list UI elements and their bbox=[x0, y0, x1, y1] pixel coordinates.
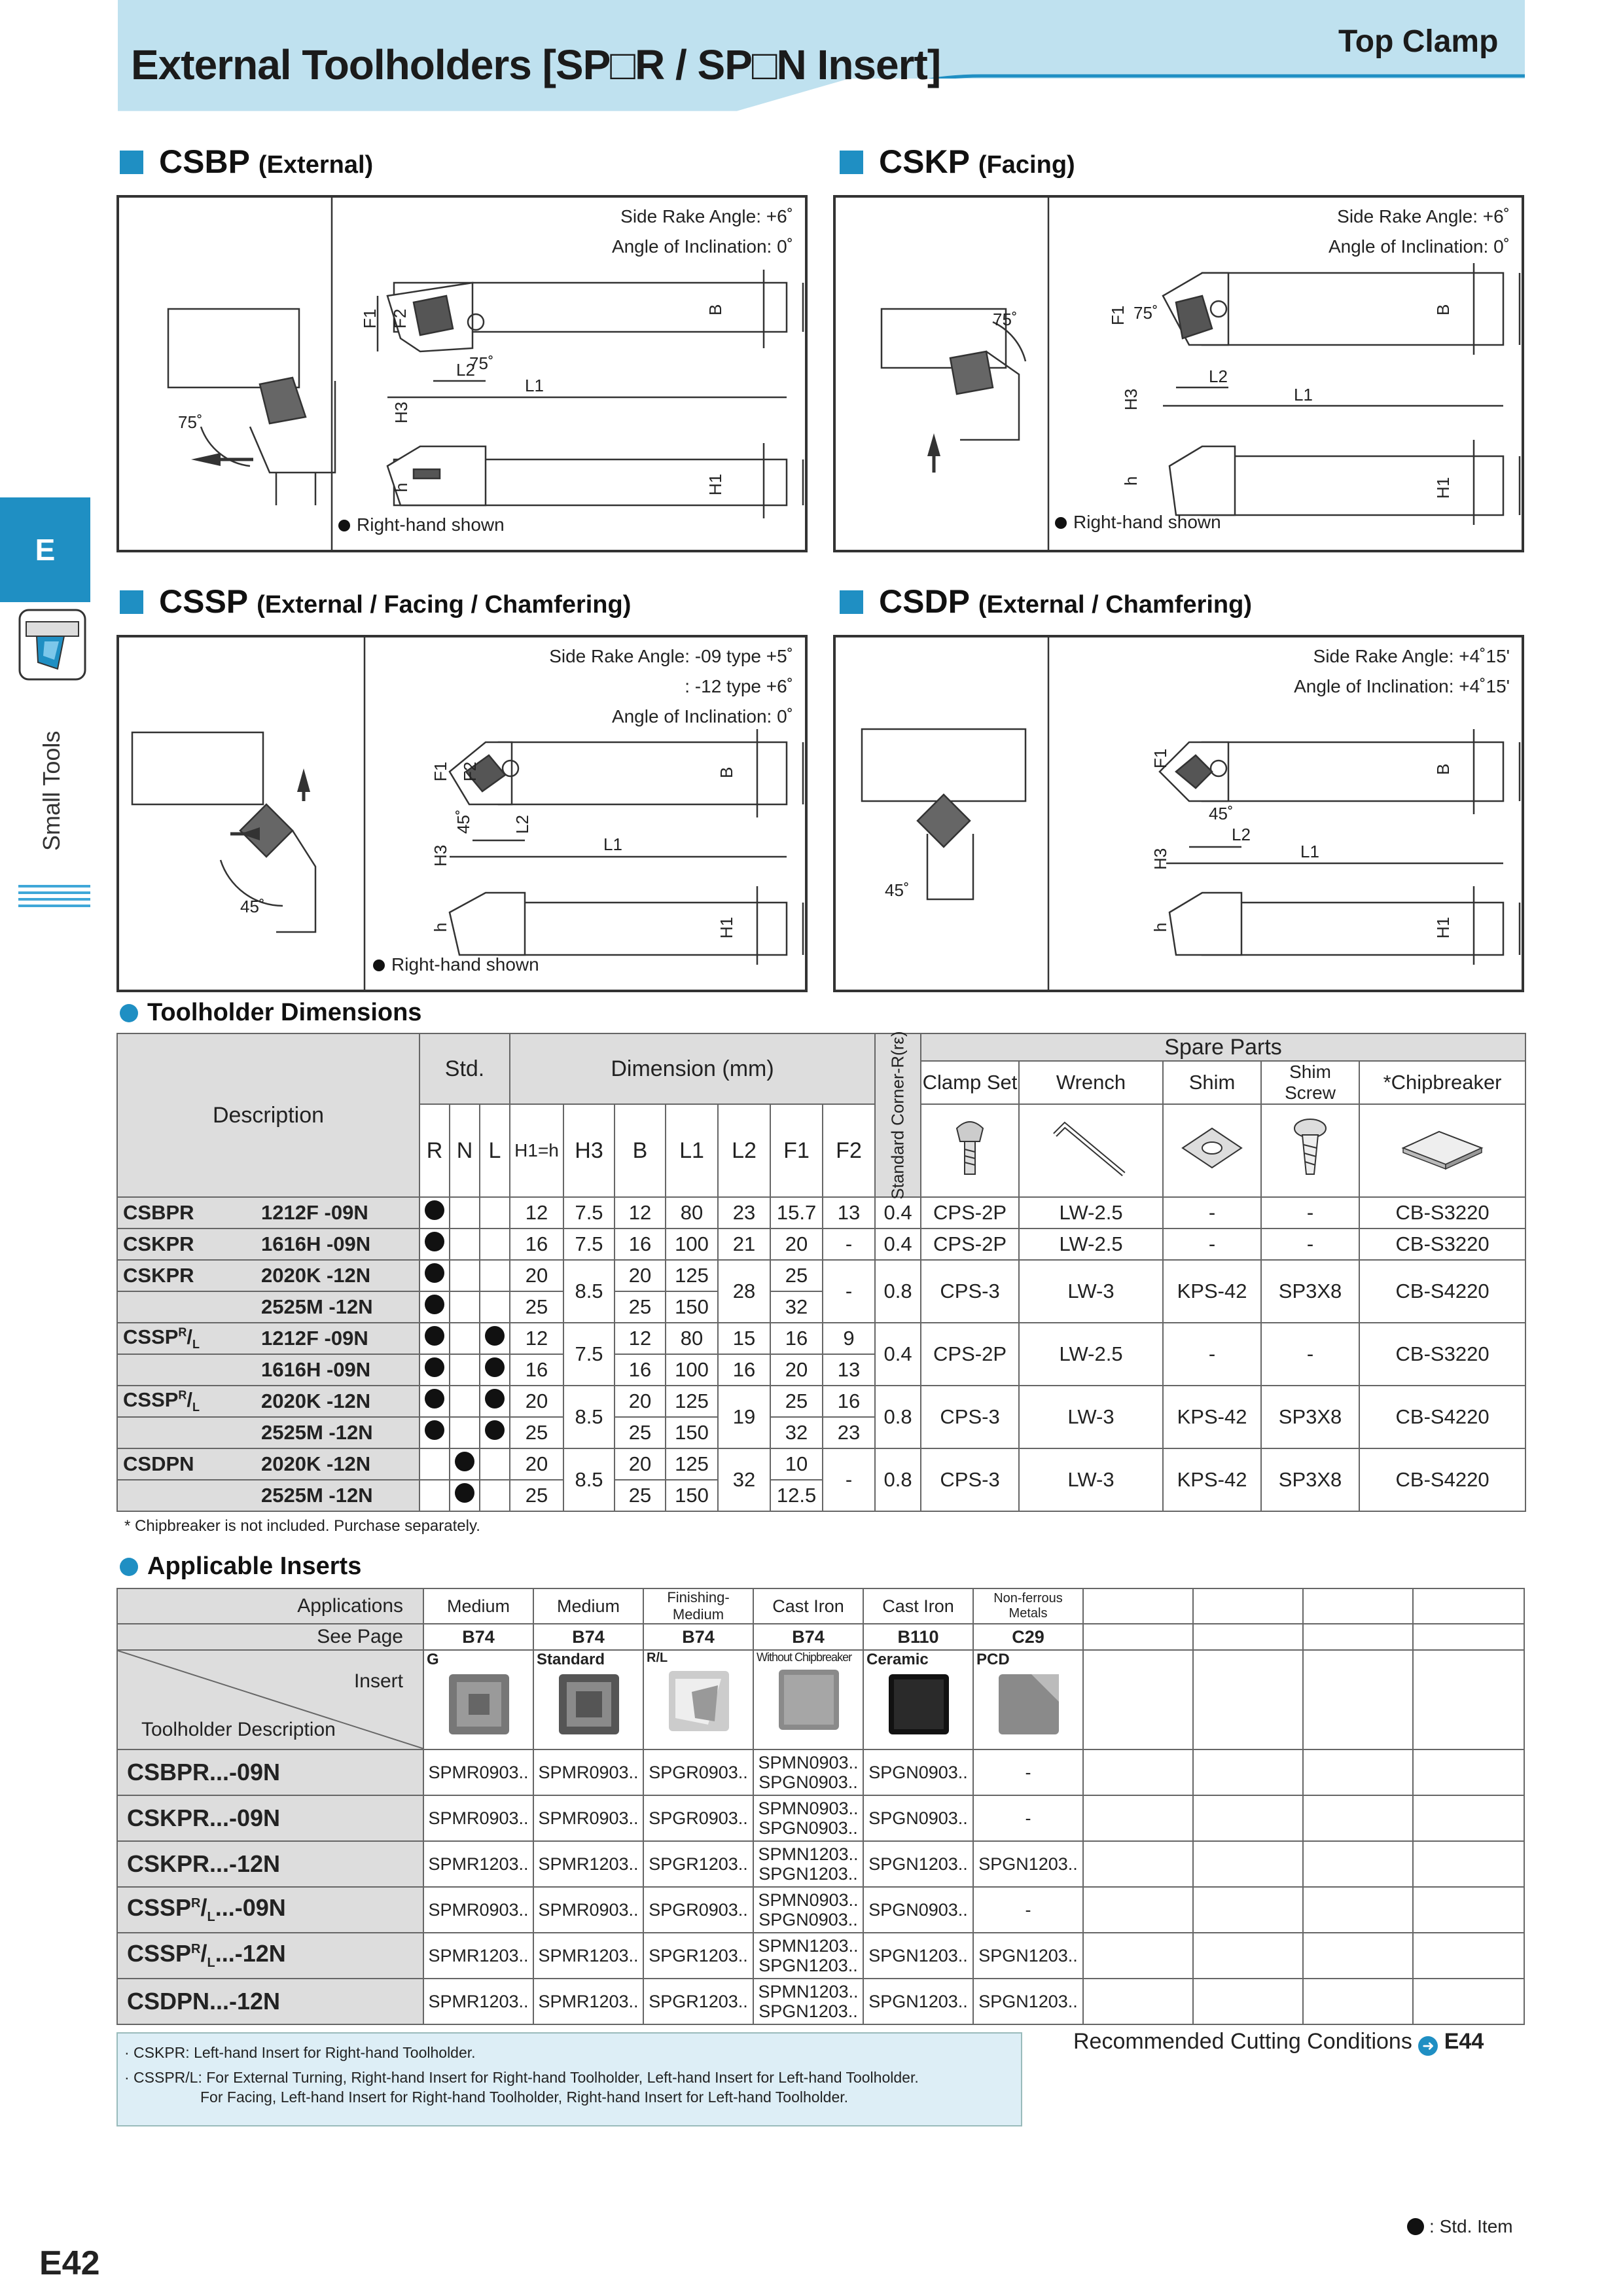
svg-text:H3: H3 bbox=[1150, 848, 1170, 870]
svg-text:L2: L2 bbox=[1232, 825, 1251, 844]
svg-text:45˚: 45˚ bbox=[454, 809, 473, 834]
svg-text:75˚: 75˚ bbox=[1133, 303, 1158, 323]
dimensions-table bbox=[116, 1033, 1526, 1512]
svg-text:B: B bbox=[1433, 763, 1453, 775]
notes-box: · CSKPR: Left-hand Insert for Right-hand Toolholder. · CSSPR/L: For External Turning, Right-hand Insert for Right-hand Toolholder, Left-hand Insert for Left-hand Toolholder. For Facing, Left-hand Insert for Right-hand Toolholder, Right-hand Insert for Left-hand Toolholder. bbox=[116, 2032, 1022, 2126]
arrow-right-icon: ➜ bbox=[1418, 2036, 1438, 2056]
insert-standard-cell: Standard bbox=[533, 1650, 643, 1749]
col-corner: Standard Corner-R(rε) bbox=[875, 1033, 921, 1197]
std-mark bbox=[480, 1323, 510, 1354]
table-row: $CSSP^R/_L...-12N$ SPMR1203.. SPMR1203.. SPGR1203.. SPMN1203.. SPGN1203.. SPGN1203.. SPGN1203.. bbox=[117, 1933, 1524, 1979]
table-row: CSKPR...-09N SPMR0903.. SPMR0903.. SPGR0903.. SPMN0903.. SPGN0903.. SPGN0903.. - bbox=[117, 1795, 1524, 1841]
insert-pcd-cell: PCD bbox=[973, 1650, 1083, 1749]
svg-text:F2: F2 bbox=[390, 308, 410, 329]
std-mark bbox=[419, 1354, 450, 1386]
col-f1: F1 bbox=[770, 1104, 823, 1197]
insert-ceramic-cell: Ceramic bbox=[863, 1650, 973, 1749]
rake-angle-text: Side Rake Angle: +6˚ Angle of Inclination: 0˚ bbox=[611, 206, 793, 257]
application-cell: Medium bbox=[423, 1588, 533, 1624]
col-chipbreaker: *Chipbreaker bbox=[1359, 1061, 1525, 1104]
table-row: 2525M -12N 25 25 150 32 23 bbox=[117, 1417, 1525, 1448]
side-rule bbox=[18, 891, 90, 894]
rake-angle-text: Side Rake Angle: +4˚15' Angle of Inclination: +4˚15' bbox=[1294, 646, 1510, 696]
table-row: CSKPR 2020K -12N 20 8.5 20 125 28 25 - 0.8 CPS-3 LW-3 KPS-42 SP3X8 CB-S4220 bbox=[117, 1260, 1525, 1291]
table-row: $CSSP^R/_L$ 2020K -12N 20 8.5 20 125 19 25 16 0.8 CPS-3 LW-3 KPS-42 SP3X8 CB-S4220 bbox=[117, 1386, 1525, 1417]
insert-pcd-icon bbox=[992, 1669, 1064, 1741]
col-n: N bbox=[450, 1104, 480, 1197]
right-hand-note: Right-hand shown bbox=[373, 954, 539, 975]
svg-text:F1: F1 bbox=[431, 761, 450, 781]
application-cell: Finishing-Medium bbox=[643, 1588, 753, 1624]
side-label: Small Tools bbox=[38, 730, 65, 851]
diagram-csdp bbox=[833, 635, 1524, 992]
diagram-csbp bbox=[116, 195, 808, 552]
toolholder-drawing bbox=[119, 198, 805, 550]
page-number: E42 bbox=[39, 2244, 100, 2282]
side-rule bbox=[18, 898, 90, 901]
col-f2: F2 bbox=[823, 1104, 875, 1197]
std-mark bbox=[419, 1260, 450, 1291]
application-cell: Cast Iron bbox=[753, 1588, 863, 1624]
recommended-conditions-link[interactable]: Recommended Cutting Conditions ➜ E44 bbox=[1073, 2029, 1484, 2056]
dimensions-heading: Toolholder Dimensions bbox=[120, 999, 421, 1027]
std-mark bbox=[419, 1229, 450, 1260]
col-l2: L2 bbox=[718, 1104, 770, 1197]
std-mark bbox=[419, 1323, 450, 1354]
col-r: R bbox=[419, 1104, 450, 1197]
svg-text:B: B bbox=[717, 766, 736, 778]
insert-g-cell: G bbox=[423, 1650, 533, 1749]
insert-rl-icon bbox=[662, 1666, 734, 1738]
insert-g-icon bbox=[442, 1669, 514, 1741]
svg-text:h: h bbox=[1150, 922, 1170, 932]
col-shim-screw: Shim Screw bbox=[1261, 1061, 1359, 1104]
table-row: 1616H -09N 16 16 100 16 20 13 bbox=[117, 1354, 1525, 1386]
section-heading-csbp: CSBP (External) bbox=[120, 143, 373, 181]
table-row: CSDPN 2020K -12N 20 8.5 20 125 32 10 - 0.8 CPS-3 LW-3 KPS-42 SP3X8 CB-S4220 bbox=[117, 1448, 1525, 1480]
svg-text:h: h bbox=[391, 482, 411, 492]
section-heading-cssp: CSSP (External / Facing / Chamfering) bbox=[120, 583, 631, 620]
diagram-cskp bbox=[833, 195, 1524, 552]
svg-text:B: B bbox=[1433, 304, 1453, 315]
rake-angle-text: Side Rake Angle: -09 type +5˚ : -12 type +6˚ Angle of Inclination: 0˚ bbox=[549, 646, 793, 726]
application-cell: Medium bbox=[533, 1588, 643, 1624]
svg-text:F1: F1 bbox=[360, 308, 380, 329]
see-page-link[interactable]: B74 bbox=[753, 1624, 863, 1650]
svg-text:75˚: 75˚ bbox=[469, 353, 494, 373]
std-mark bbox=[419, 1291, 450, 1323]
svg-text:45˚: 45˚ bbox=[1209, 804, 1234, 823]
std-mark bbox=[480, 1386, 510, 1417]
svg-text:B: B bbox=[705, 304, 725, 315]
insert-without-chipbreaker-cell: Without Chipbreaker bbox=[753, 1650, 863, 1749]
std-mark bbox=[450, 1480, 480, 1511]
shim-icon bbox=[1163, 1104, 1261, 1197]
std-mark-icon bbox=[1407, 2218, 1424, 2235]
toolholder-drawing bbox=[836, 198, 1522, 550]
col-shim: Shim bbox=[1163, 1061, 1261, 1104]
std-item-legend: : Std. Item bbox=[1407, 2216, 1513, 2237]
svg-text:F1: F1 bbox=[1150, 748, 1170, 768]
section-tab[interactable]: E bbox=[0, 497, 90, 602]
svg-text:L2: L2 bbox=[512, 815, 532, 834]
clamp-set-icon bbox=[921, 1104, 1019, 1197]
col-clamp-set: Clamp Set bbox=[921, 1061, 1019, 1104]
std-mark bbox=[419, 1386, 450, 1417]
insert-rl-cell: R/L bbox=[643, 1650, 753, 1749]
table-row: 2525M -12N 25 25 150 12.5 bbox=[117, 1480, 1525, 1511]
std-mark bbox=[450, 1448, 480, 1480]
see-page-link[interactable]: B110 bbox=[863, 1624, 973, 1650]
svg-text:L1: L1 bbox=[1300, 842, 1319, 861]
svg-text:F2: F2 bbox=[460, 761, 480, 781]
col-spare-parts: Spare Parts bbox=[921, 1033, 1525, 1061]
section-heading-csdp: CSDP (External / Chamfering) bbox=[840, 583, 1252, 620]
rake-angle-text: Side Rake Angle: +6˚ Angle of Inclination: 0˚ bbox=[1328, 206, 1510, 257]
col-l1: L1 bbox=[666, 1104, 718, 1197]
toolholder-icon bbox=[18, 609, 86, 681]
table-row: $CSSP^R/_L$ 1212F -09N 12 7.5 12 80 15 16 9 0.4 CPS-2P LW-2.5 - - CB-S3220 bbox=[117, 1323, 1525, 1354]
col-h1: H1=h bbox=[510, 1104, 563, 1197]
category-tag: Top Clamp bbox=[1338, 24, 1499, 59]
col-dimension: Dimension (mm) bbox=[510, 1033, 875, 1104]
svg-text:H1: H1 bbox=[705, 473, 725, 495]
section-heading-cskp: CSKP (Facing) bbox=[840, 143, 1075, 181]
right-hand-note: Right-hand shown bbox=[338, 514, 505, 535]
std-mark bbox=[480, 1354, 510, 1386]
svg-text:H1: H1 bbox=[717, 916, 736, 939]
diagram-cssp bbox=[116, 635, 808, 992]
see-page-link[interactable]: B74 bbox=[533, 1624, 643, 1650]
see-page-link[interactable]: B74 bbox=[423, 1624, 533, 1650]
see-page-label: See Page bbox=[117, 1624, 423, 1650]
svg-text:H1: H1 bbox=[1433, 476, 1453, 499]
table-row: CSBPR...-09N SPMR0903.. SPMR0903.. SPGR0903.. SPMN0903.. SPGN0903.. SPGN0903.. - bbox=[117, 1749, 1524, 1795]
wrench-icon bbox=[1019, 1104, 1163, 1197]
side-rule bbox=[18, 905, 90, 907]
svg-text:L1: L1 bbox=[525, 376, 544, 395]
table-row: CSBPR 1212F -09N 12 7.5 12 80 23 15.7 13 0.4 CPS-2P LW-2.5 - - CB-S3220 bbox=[117, 1197, 1525, 1229]
col-wrench: Wrench bbox=[1019, 1061, 1163, 1104]
svg-text:H3: H3 bbox=[391, 401, 411, 423]
svg-text:L1: L1 bbox=[1294, 385, 1313, 404]
col-std: Std. bbox=[419, 1033, 510, 1104]
see-page-link[interactable]: B74 bbox=[643, 1624, 753, 1650]
svg-text:75˚: 75˚ bbox=[178, 412, 203, 432]
col-description: Description bbox=[117, 1033, 419, 1197]
inserts-heading: Applicable Inserts bbox=[120, 1552, 361, 1581]
svg-text:45˚: 45˚ bbox=[240, 897, 265, 916]
svg-text:H1: H1 bbox=[1433, 916, 1453, 939]
applications-label: Applications bbox=[117, 1588, 423, 1624]
see-page-link[interactable]: C29 bbox=[973, 1624, 1083, 1650]
svg-text:L2: L2 bbox=[1209, 367, 1228, 386]
svg-text:h: h bbox=[1121, 476, 1141, 486]
inserts-table bbox=[116, 1588, 1525, 2025]
table-row: $CSSP^R/_L...-09N$ SPMR0903.. SPMR0903.. SPGR0903.. SPMN0903.. SPGN0903.. SPGN0903.. - bbox=[117, 1887, 1524, 1933]
right-hand-note: Right-hand shown bbox=[1055, 512, 1221, 533]
toolholder-drawing bbox=[119, 637, 805, 990]
toolholder-drawing bbox=[836, 637, 1522, 990]
insert-standard-icon bbox=[552, 1669, 624, 1741]
page-title: External Toolholders [SP□R / SP□N Insert] bbox=[131, 41, 941, 88]
table-row: CSDPN...-12N SPMR1203.. SPMR1203.. SPGR1203.. SPMN1203.. SPGN1203.. SPGN1203.. SPGN1203.. bbox=[117, 1979, 1524, 2024]
application-cell: Non-ferrous Metals bbox=[973, 1588, 1083, 1624]
table-row: CSKPR 1616H -09N 16 7.5 16 100 21 20 - 0.4 CPS-2P LW-2.5 - - CB-S3220 bbox=[117, 1229, 1525, 1260]
col-l: L bbox=[480, 1104, 510, 1197]
chipbreaker-icon bbox=[1359, 1104, 1525, 1197]
std-mark bbox=[419, 1417, 450, 1448]
chipbreaker-footnote: * Chipbreaker is not included. Purchase separately. bbox=[124, 1517, 480, 1535]
std-mark bbox=[419, 1197, 450, 1229]
table-row: 2525M -12N 25 25 150 32 bbox=[117, 1291, 1525, 1323]
svg-text:L2: L2 bbox=[456, 360, 475, 380]
col-b: B bbox=[615, 1104, 666, 1197]
side-rule bbox=[18, 885, 90, 888]
application-cell: Cast Iron bbox=[863, 1588, 973, 1624]
svg-text:45˚: 45˚ bbox=[885, 880, 910, 900]
insert-ceramic-icon bbox=[882, 1669, 954, 1741]
svg-text:F1: F1 bbox=[1108, 305, 1128, 325]
insert-corner-cell: Insert Toolholder Description bbox=[117, 1650, 423, 1749]
col-h3: H3 bbox=[563, 1104, 615, 1197]
shim-screw-icon bbox=[1261, 1104, 1359, 1197]
svg-text:H3: H3 bbox=[431, 844, 450, 867]
svg-text:H3: H3 bbox=[1121, 388, 1141, 410]
svg-text:h: h bbox=[431, 922, 450, 932]
insert-plain-icon bbox=[772, 1664, 844, 1736]
table-row: CSKPR...-12N SPMR1203.. SPMR1203.. SPGR1203.. SPMN1203.. SPGN1203.. SPGN1203.. SPGN1203.. bbox=[117, 1841, 1524, 1887]
std-mark bbox=[480, 1417, 510, 1448]
svg-text:75˚: 75˚ bbox=[993, 310, 1018, 329]
svg-text:L1: L1 bbox=[603, 834, 622, 854]
